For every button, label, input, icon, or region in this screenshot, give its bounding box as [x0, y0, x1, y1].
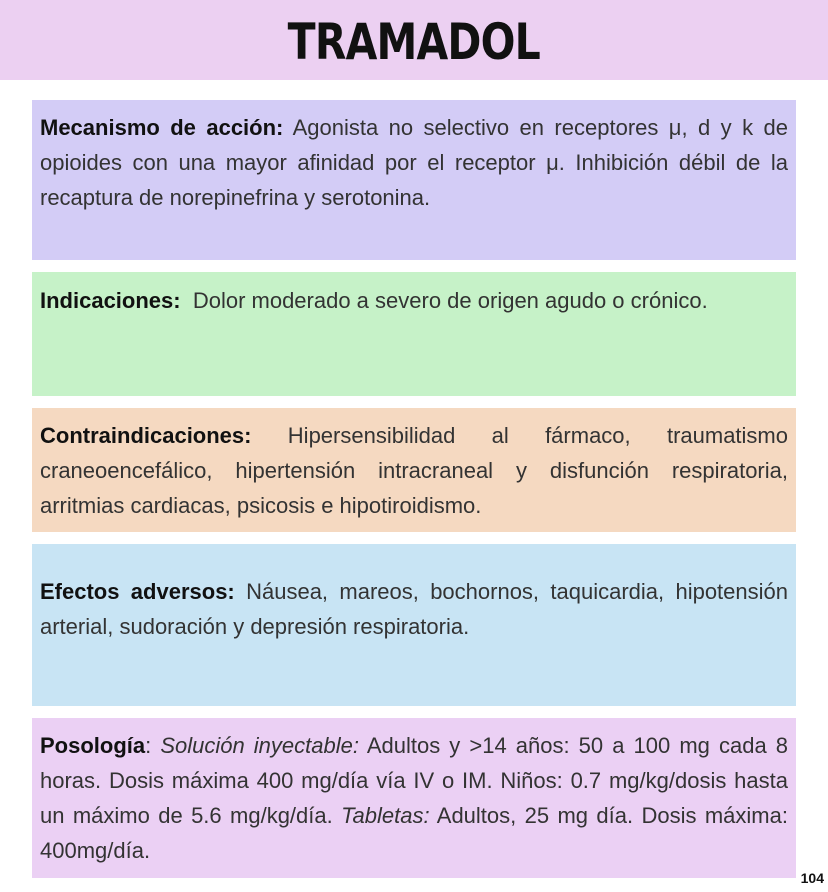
posologia-separator: : — [145, 733, 161, 758]
contraindicaciones-text: Hipersensibilidad al fármaco, traumatismo craneoencefálico, hipertensión intracraneal y disfunción respiratoria, arritmias cardiacas, psicosis e hipotiroidismo. — [40, 423, 788, 518]
posologia-section — [32, 718, 796, 878]
efectos-text: Náusea, mareos, bochornos, taquicardia, hipotensión arterial, sudoración y depresión respiratoria. — [40, 579, 788, 639]
contraindicaciones-label: Contraindicaciones: — [40, 423, 252, 448]
indicaciones-text: Dolor moderado a severo de origen agudo o crónico. — [180, 288, 708, 313]
mecanismo-text: Agonista no selectivo en receptores μ, d y k de opioides con una mayor afinidad por el receptor μ. Inhibición débil de la recaptura de norepinefrina y serotonina. — [40, 115, 788, 210]
title-bar — [0, 0, 828, 80]
posologia-inyectable-text: Adultos y >14 años: 50 a 100 mg cada 8 horas. Dosis máxima 400 mg/día vía IV o IM. Niños: 0.7 mg/kg/dosis hasta un máximo de 5.6 mg/kg/día. — [40, 733, 788, 828]
indicaciones-label: Indicaciones: — [40, 288, 181, 313]
posologia-tabletas-text: Adultos, 25 mg día. Dosis máxima: 400mg/día. — [40, 803, 788, 863]
mecanismo-section — [32, 100, 796, 260]
page-number: 104 — [800, 870, 824, 886]
posologia-inyectable-label: Solución inyectable: — [160, 733, 359, 758]
posologia-tabletas-label: Tabletas: — [341, 803, 430, 828]
efectos-section — [32, 544, 796, 706]
indicaciones-section — [32, 272, 796, 396]
contraindicaciones-section — [32, 408, 796, 532]
page-title: TRAMADOL — [287, 13, 541, 71]
mecanismo-label: Mecanismo de acción: — [40, 115, 284, 140]
posologia-label: Posología — [40, 733, 146, 758]
efectos-label: Efectos adversos: — [40, 579, 235, 604]
